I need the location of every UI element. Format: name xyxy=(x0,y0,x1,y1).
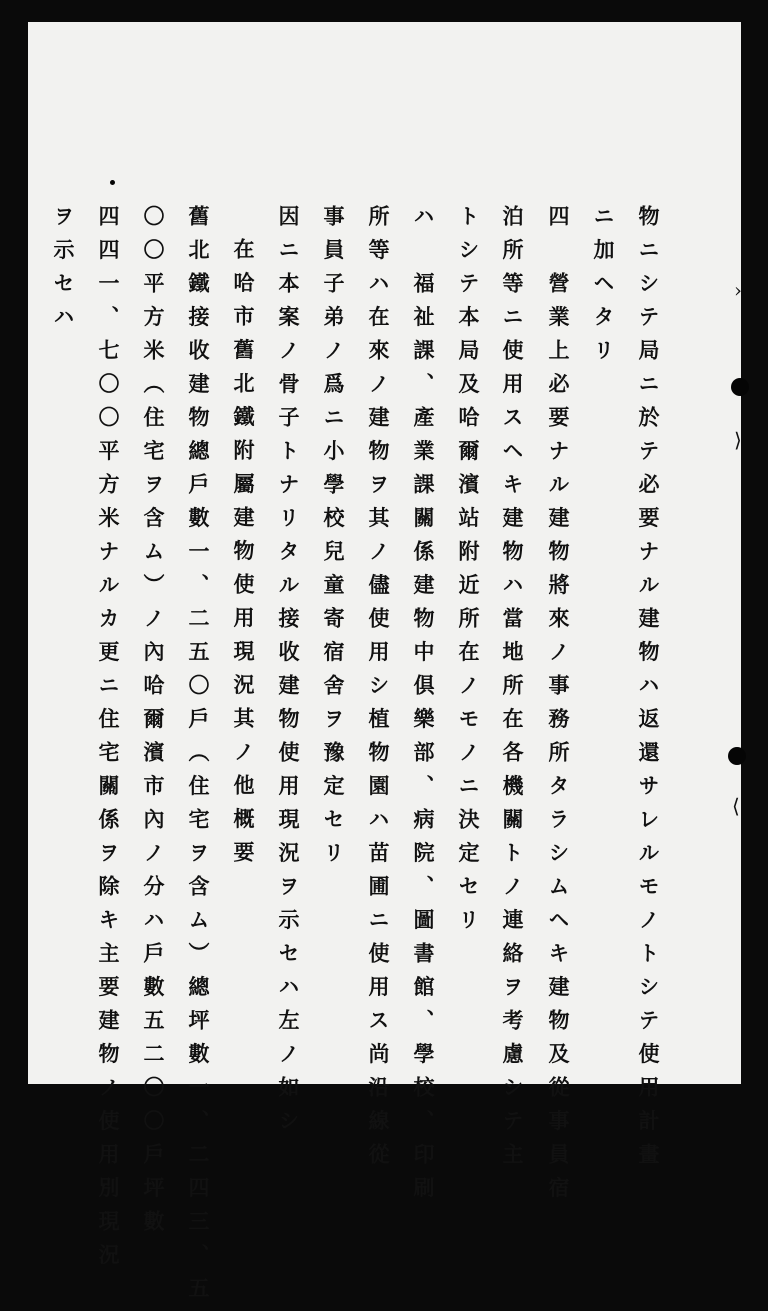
margin-mark: ⟨ xyxy=(732,794,740,818)
binding-hole-mark xyxy=(728,747,746,765)
text-column: ヲ示セハ xyxy=(51,205,76,339)
text-column: 物ニシテ局ニ於テ必要ナル建物ハ返還サレルモノトシテ使用計畫 xyxy=(636,205,661,1177)
document-body xyxy=(28,22,741,1311)
binding-hole-mark xyxy=(731,378,749,396)
document-page xyxy=(28,22,742,1311)
text-column: ニ加ヘタリ xyxy=(591,205,616,373)
text-column: ハ 福祉課、產業課關係建物中倶樂部、病院、圖書館、學校、印刷 xyxy=(411,205,436,1210)
text-column: 〇〇平方米（住宅ヲ含ム）ノ內哈爾濱市內ノ分ハ戶數五二〇〇戶坪數 xyxy=(141,205,166,1244)
ink-speck xyxy=(110,180,115,185)
text-column: 因ニ本案ノ骨子トナリタル接收建物使用現況ヲ示セハ左ノ如シ xyxy=(276,205,301,1143)
text-column: トシテ本局及哈爾濱站附近所在ノモノニ決定セリ xyxy=(456,205,481,942)
text-column: 在哈市舊北鐵附屬建物使用現況其ノ他概要 xyxy=(231,238,256,875)
text-column: 泊所等ニ使用スヘキ建物ハ當地所在各機關トノ連絡ヲ考慮シテ主 xyxy=(500,205,525,1177)
margin-mark: ⟩ xyxy=(734,428,742,452)
text-column: 四 營業上必要ナル建物將來ノ事務所タラシムヘキ建物及從事員宿 xyxy=(546,205,571,1210)
text-column: 所等ハ在來ノ建物ヲ其ノ儘使用シ植物園ハ苗圃ニ使用ス尚沿線從 xyxy=(366,205,391,1177)
text-column: 四四一、七〇〇平方米ナルカ更ニ住宅關係ヲ除キ主要建物ノ使用別現況 xyxy=(96,205,121,1277)
text-column: 舊北鐵接收建物總戶數一、二五〇戶（住宅ヲ含ム）總坪數一、二四三、五 xyxy=(186,205,211,1311)
margin-mark: › xyxy=(734,278,742,302)
text-column: 事員子弟ノ爲ニ小學校兒童寄宿舍ヲ豫定セリ xyxy=(321,205,346,875)
